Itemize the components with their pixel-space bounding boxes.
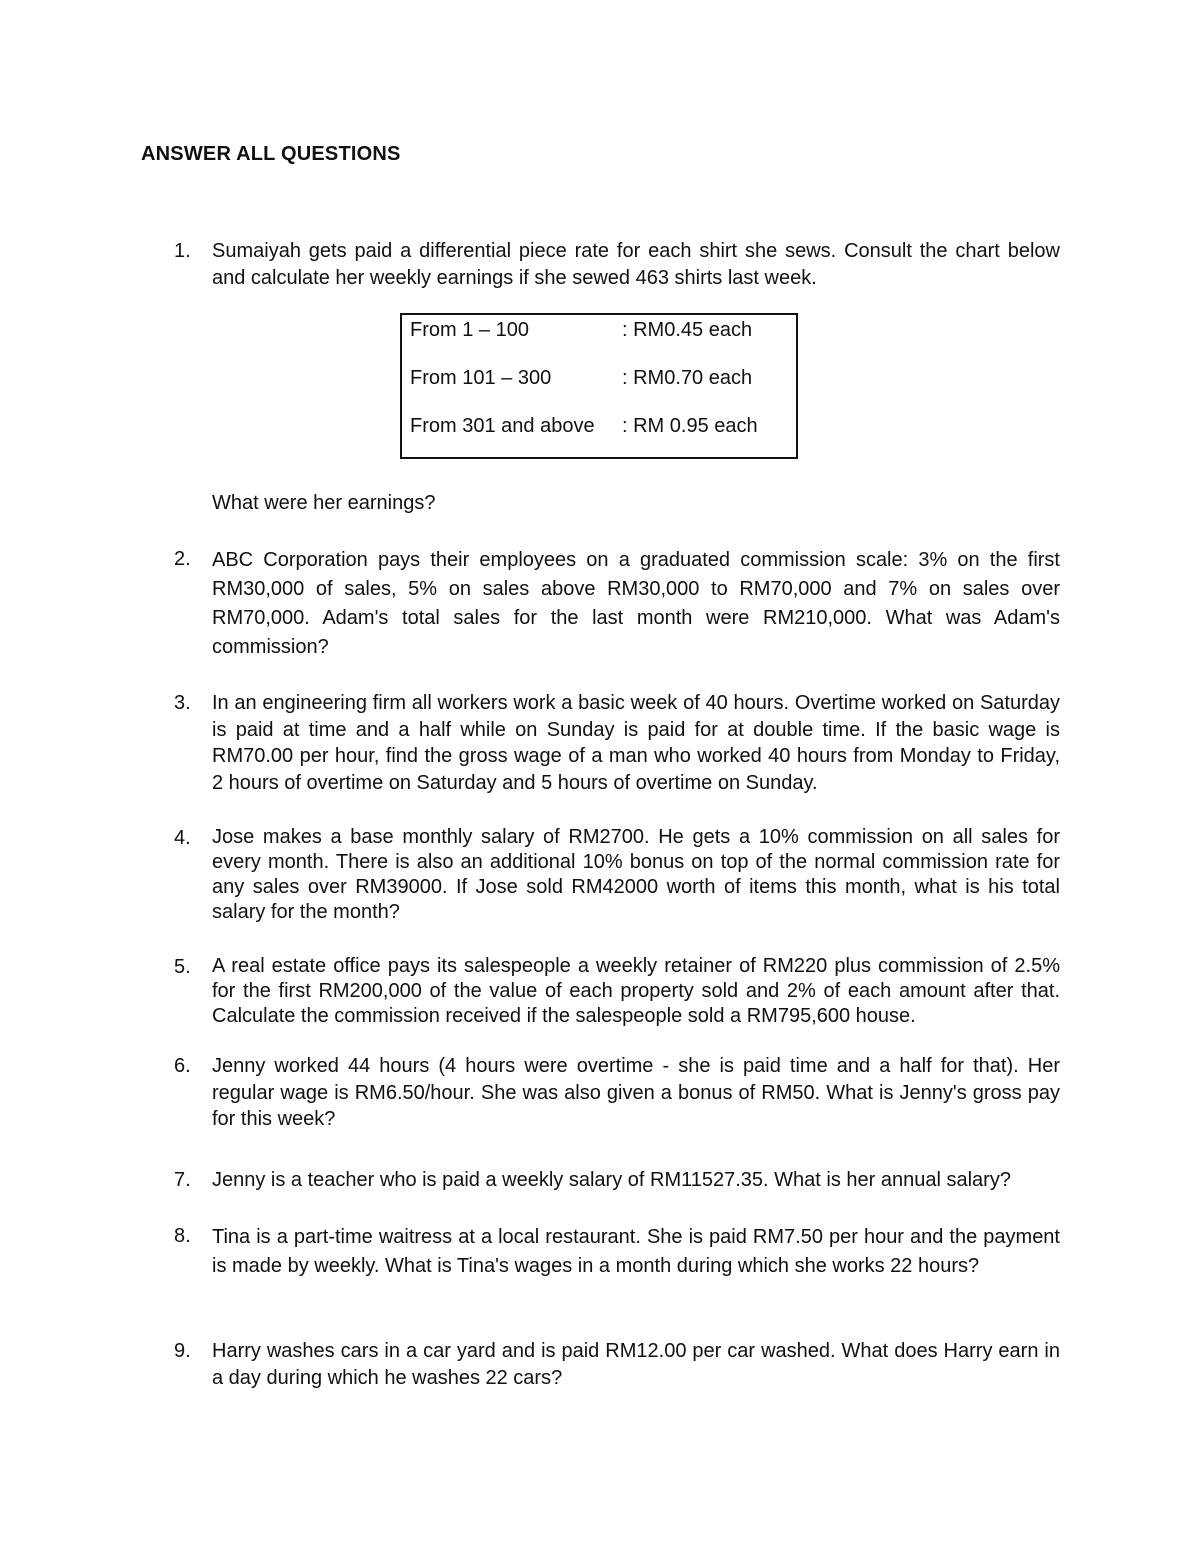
question-number: 6.: [174, 1055, 191, 1077]
question-text: Tina is a part-time waitress at a local restaurant. She is paid RM7.50 per hour and the payment is made by weekly. What is Tina's wages in a month during which she works 22 hours?: [212, 1226, 1060, 1277]
question-text: Harry washes cars in a car yard and is paid RM12.00 per car washed. What does Harry earn in a day during which he washes 22 cars?: [212, 1340, 1060, 1389]
question-4: [174, 825, 1060, 925]
question-text: In an engineering firm all workers work a basic week of 40 hours. Overtime worked on Saturday is paid at time and a half while on Sunday is paid for at double time. If the basic wage is RM70.00 per hour, find the gross wage of a man who worked 40 hours from Monday to Friday, 2 hours of overtime on Saturday and 5 hours of overtime on Sunday.: [212, 692, 1060, 794]
question-number: 2.: [174, 548, 191, 570]
question-text: Jenny is a teacher who is paid a weekly salary of RM11527.35. What is her annual salary?: [212, 1169, 1011, 1191]
question-number: 4.: [174, 827, 191, 849]
question-text: Jose makes a base monthly salary of RM2700. He gets a 10% commission on all sales for every month. There is also an additional 10% bonus on top of the normal commission rate for any sales over RM39000. If Jose sold RM42000 worth of items this month, what is his total salary for the month?: [212, 826, 1060, 923]
rate-row: [410, 319, 752, 342]
question-text: Jenny worked 44 hours (4 hours were overtime - she is paid time and a half for that). Her regular wage is RM6.50/hour. She was also given a bonus of RM50. What is Jenny's gross pay for this week?: [212, 1055, 1060, 1130]
rate-value: : RM0.45 each: [622, 319, 753, 341]
question-text: ABC Corporation pays their employees on a graduated commission scale: 3% on the first RM30,000 of sales, 5% on sales above RM30,000 to RM70,000 and 7% on sales over RM70,000. Adam's total sales for the last month were RM210,000. What was Adam's commission?: [212, 549, 1060, 658]
question-text: A real estate office pays its salespeople a weekly retainer of RM220 plus commission of 2.5% for the first RM200,000 of the value of each property sold and 2% of each amount after that. Calculate the commission received if the salespeople sold a RM795,600 house.: [212, 955, 1060, 1027]
question-1-followup: What were her earnings?: [212, 492, 436, 514]
question-number: 8.: [174, 1225, 191, 1247]
question-7: [174, 1167, 1060, 1194]
question-number: 3.: [174, 692, 191, 714]
question-3: [174, 690, 1060, 796]
page-heading: ANSWER ALL QUESTIONS: [141, 143, 401, 165]
question-6: [174, 1053, 1060, 1133]
rate-value: : RM 0.95 each: [622, 415, 758, 437]
question-9: [174, 1338, 1060, 1391]
question-2: [174, 546, 1060, 662]
question-number: 9.: [174, 1340, 191, 1362]
question-number: 5.: [174, 956, 191, 978]
rate-range: From 301 and above: [410, 415, 595, 437]
question-8: [174, 1223, 1060, 1281]
question-number: 1.: [174, 240, 191, 262]
piece-rate-table: [400, 313, 798, 459]
question-5: [174, 954, 1060, 1029]
rate-range: From 101 – 300: [410, 367, 552, 389]
rate-range: From 1 – 100: [410, 319, 529, 341]
rate-value: : RM0.70 each: [622, 367, 753, 389]
question-text: Sumaiyah gets paid a differential piece rate for each shirt she sews. Consult the chart below and calculate her weekly earnings if she sewed 463 shirts last week.: [212, 240, 1060, 289]
question-number: 7.: [174, 1169, 191, 1191]
rate-row: [410, 415, 758, 438]
rate-row: [410, 367, 752, 390]
question-1: [174, 238, 1060, 291]
